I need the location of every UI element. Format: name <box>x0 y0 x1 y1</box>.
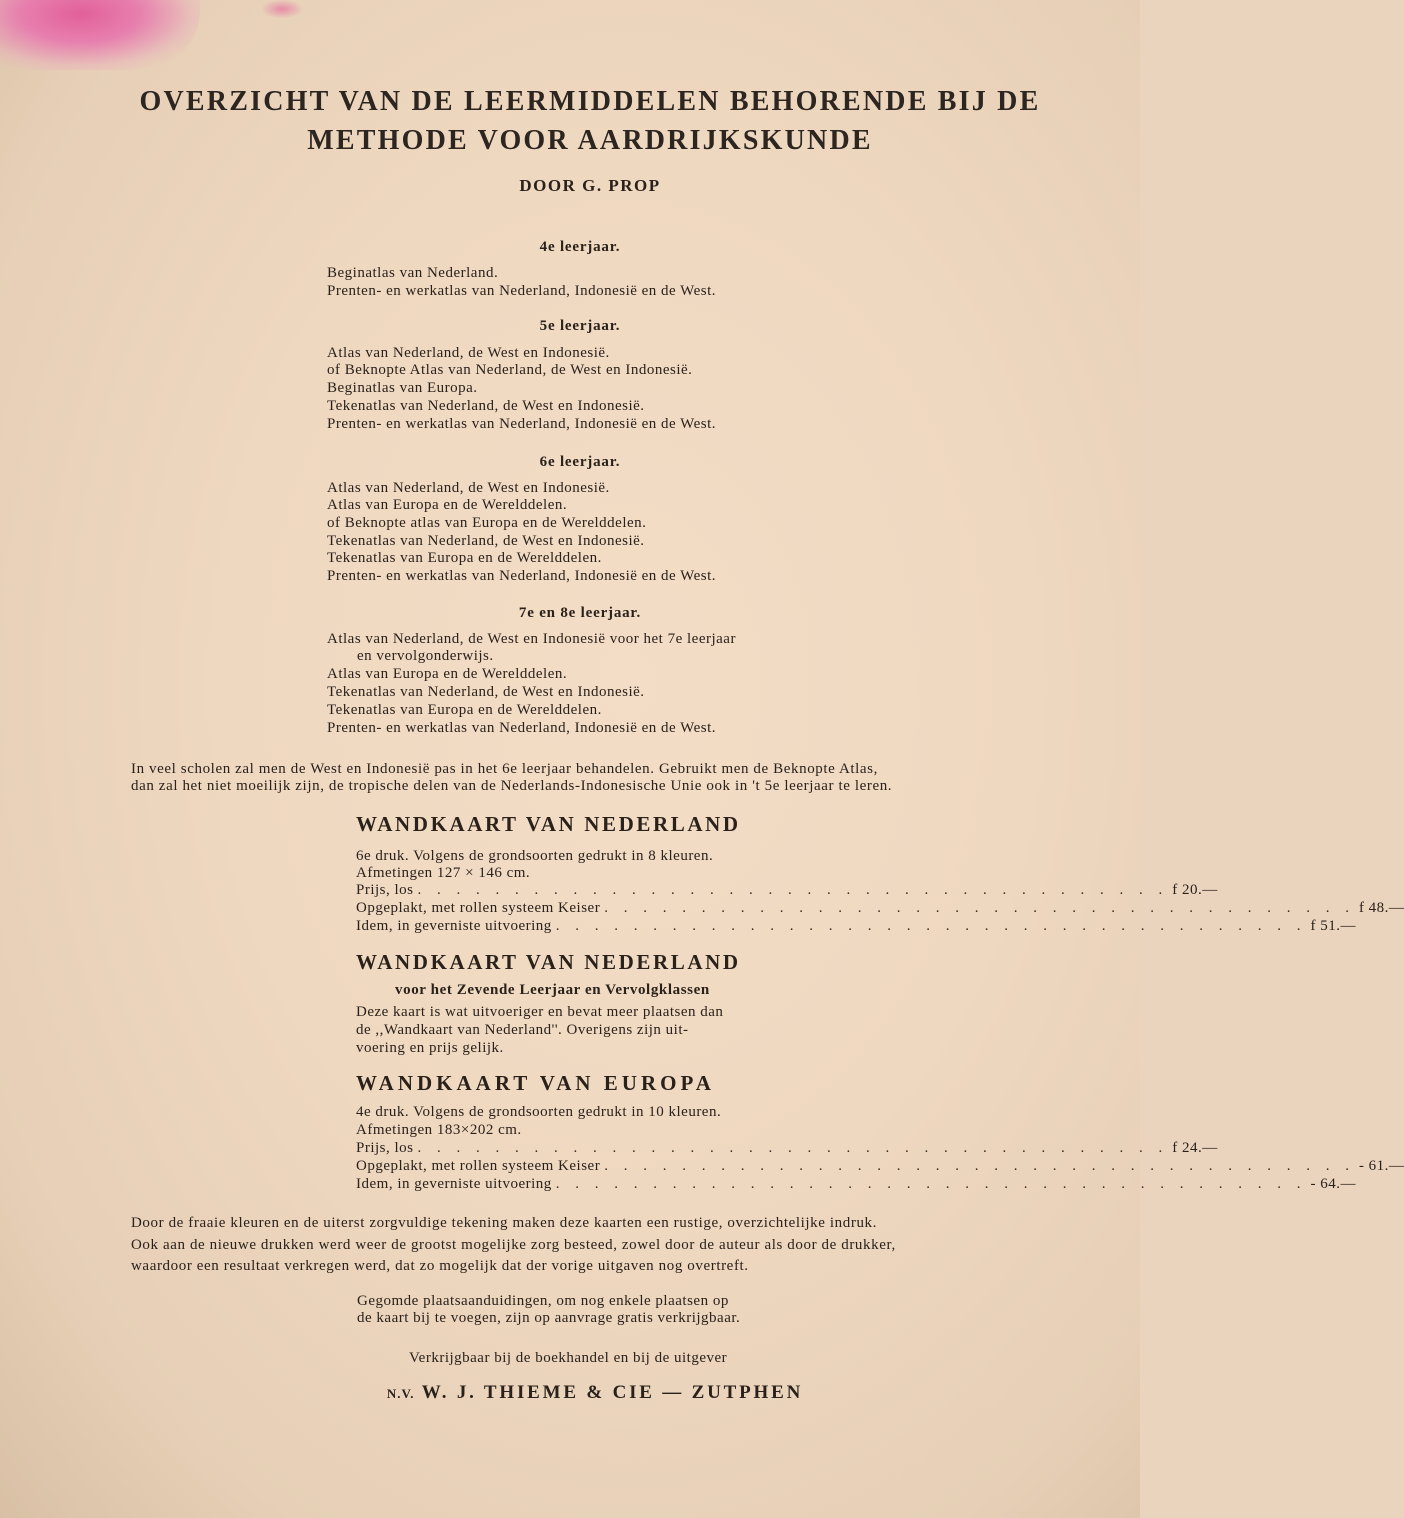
price-row <box>356 882 1218 900</box>
price-value: - 64.— <box>1310 1176 1357 1192</box>
list-item: Tekenatlas van Nederland, de West en Indonesië. <box>327 533 645 549</box>
section-heading-5e: 5e leerjaar. <box>539 318 621 334</box>
wandkaart-nederland-7-subtitle: voor het Zevende Leerjaar en Vervolgklassen <box>395 982 710 998</box>
price-value: - 61.— <box>1358 1158 1404 1174</box>
list-item: Tekenatlas van Nederland, de West en Indonesië. <box>327 398 645 414</box>
list-item: en vervolgonderwijs. <box>357 648 494 664</box>
leader-dots: . . . . . . . . . . . . . . . . . . . . . . . . . . . . . . . . . . . . . . . <box>604 1158 1355 1174</box>
price-label: Idem, in geverniste uitvoering <box>356 918 552 934</box>
leader-dots: . . . . . . . . . . . . . . . . . . . . . . . . . . . . . . . . . . . . . . . <box>555 1176 1307 1192</box>
price-value: f 24.— <box>1172 1140 1218 1156</box>
wandkaart-nederland-7-line-1: Deze kaart is wat uitvoeriger en bevat meer plaatsen dan <box>356 1004 724 1020</box>
wandkaart-europa-size: Afmetingen 183×202 cm. <box>356 1122 522 1138</box>
wandkaart-nederland-title: WANDKAART VAN NEDERLAND <box>356 812 741 836</box>
list-item: Prenten- en werkatlas van Nederland, Indonesië en de West. <box>327 568 717 584</box>
list-item: Beginatlas van Nederland. <box>327 265 499 281</box>
leader-dots: . . . . . . . . . . . . . . . . . . . . . . . . . . . . . . . . . . . . . . . <box>417 1140 1169 1156</box>
price-row <box>356 900 1404 918</box>
list-item: Atlas van Nederland, de West en Indonesië voor het 7e leerjaar <box>327 631 736 647</box>
publisher-nv: N.V. <box>386 1386 415 1401</box>
ink-stain <box>0 0 200 70</box>
list-item: Prenten- en werkatlas van Nederland, Indonesië en de West. <box>327 416 717 432</box>
title-line-1: OVERZICHT VAN DE LEERMIDDELEN BEHORENDE BIJ DE <box>139 86 1041 117</box>
wandkaart-nederland-7-title: WANDKAART VAN NEDERLAND <box>356 950 741 974</box>
list-item: Atlas van Europa en de Werelddelen. <box>327 497 568 513</box>
price-row <box>356 1140 1218 1158</box>
price-row <box>356 1176 1357 1194</box>
list-item: Prenten- en werkatlas van Nederland, Indonesië en de West. <box>327 283 717 299</box>
list-item: Tekenatlas van Nederland, de West en Indonesië. <box>327 684 645 700</box>
title-line-2: METHODE VOOR AARDRIJKSKUNDE <box>307 125 873 156</box>
price-row <box>356 918 1357 936</box>
price-row <box>356 1158 1404 1176</box>
publisher-line <box>0 1382 1190 1404</box>
leader-dots: . . . . . . . . . . . . . . . . . . . . . . . . . . . . . . . . . . . . . . . <box>604 900 1355 916</box>
price-label: Prijs, los <box>356 882 414 898</box>
note-line-1: In veel scholen zal men de West en Indonesië pas in het 6e leerjaar behandelen. Gebruikt men de Beknopte Atlas, <box>131 761 878 777</box>
wandkaart-nederland-desc: 6e druk. Volgens de grondsoorten gedrukt in 8 kleuren. <box>356 848 714 864</box>
closing-line-2: Ook aan de nieuwe drukken werd weer de grootst mogelijke zorg besteed, zowel door de auteur als door de drukker, <box>131 1237 896 1253</box>
list-item: of Beknopte Atlas van Nederland, de West en Indonesië. <box>327 362 693 378</box>
section-heading-4e: 4e leerjaar. <box>539 239 621 255</box>
list-item: Tekenatlas van Europa en de Werelddelen. <box>327 550 602 566</box>
wandkaart-europa-title: WANDKAART VAN EUROPA <box>356 1071 715 1095</box>
price-value: f 51.— <box>1310 918 1357 934</box>
price-label: Idem, in geverniste uitvoering <box>356 1176 552 1192</box>
price-label: Opgeplakt, met rollen systeem Keiser <box>356 1158 601 1174</box>
wandkaart-nederland-7-line-3: voering en prijs gelijk. <box>356 1040 504 1056</box>
wandkaart-nederland-7-line-2: de ,,Wandkaart van Nederland''. Overigens zijn uit- <box>356 1022 689 1038</box>
price-value: f 20.— <box>1172 882 1218 898</box>
gegomde-line-2: de kaart bij te voegen, zijn op aanvrage gratis verkrijgbaar. <box>357 1310 741 1326</box>
wandkaart-nederland-size: Afmetingen 127 × 146 cm. <box>356 865 531 881</box>
leader-dots: . . . . . . . . . . . . . . . . . . . . . . . . . . . . . . . . . . . . . . . <box>555 918 1307 934</box>
list-item: Atlas van Nederland, de West en Indonesië. <box>327 480 610 496</box>
list-item: Atlas van Nederland, de West en Indonesië. <box>327 345 610 361</box>
list-item: Atlas van Europa en de Werelddelen. <box>327 666 568 682</box>
closing-line-3: waardoor een resultaat verkregen werd, dat zo mogelijk dat der vorige uitgaven nog overtreft. <box>131 1258 749 1274</box>
closing-line-1: Door de fraaie kleuren en de uiterst zorgvuldige tekening maken deze kaarten een rustige, overzichtelijke indruk. <box>131 1215 877 1231</box>
list-item: Beginatlas van Europa. <box>327 380 478 396</box>
section-heading-6e: 6e leerjaar. <box>539 454 621 470</box>
leader-dots: . . . . . . . . . . . . . . . . . . . . . . . . . . . . . . . . . . . . . . . <box>417 882 1169 898</box>
byline: DOOR G. PROP <box>519 176 661 195</box>
list-item: of Beknopte atlas van Europa en de Werelddelen. <box>327 515 647 531</box>
note-line-2: dan zal het niet moeilijk zijn, de tropische delen van de Nederlands-Indonesische Unie ook in 't 5e leerjaar te leren. <box>131 778 893 794</box>
section-heading-7e-8e: 7e en 8e leerjaar. <box>518 605 642 621</box>
price-label: Prijs, los <box>356 1140 414 1156</box>
list-item: Tekenatlas van Europa en de Werelddelen. <box>327 702 602 718</box>
availability-note: Verkrijgbaar bij de boekhandel en bij de uitgever <box>409 1350 728 1366</box>
publisher-name: W. J. THIEME & CIE — ZUTPHEN <box>421 1382 804 1403</box>
price-label: Opgeplakt, met rollen systeem Keiser <box>356 900 601 916</box>
price-value: f 48.— <box>1358 900 1404 916</box>
gegomde-line-1: Gegomde plaatsaanduidingen, om nog enkele plaatsen op <box>357 1293 729 1309</box>
ink-stain-small <box>262 0 302 18</box>
wandkaart-europa-desc: 4e druk. Volgens de grondsoorten gedrukt in 10 kleuren. <box>356 1104 722 1120</box>
list-item: Prenten- en werkatlas van Nederland, Indonesië en de West. <box>327 720 717 736</box>
